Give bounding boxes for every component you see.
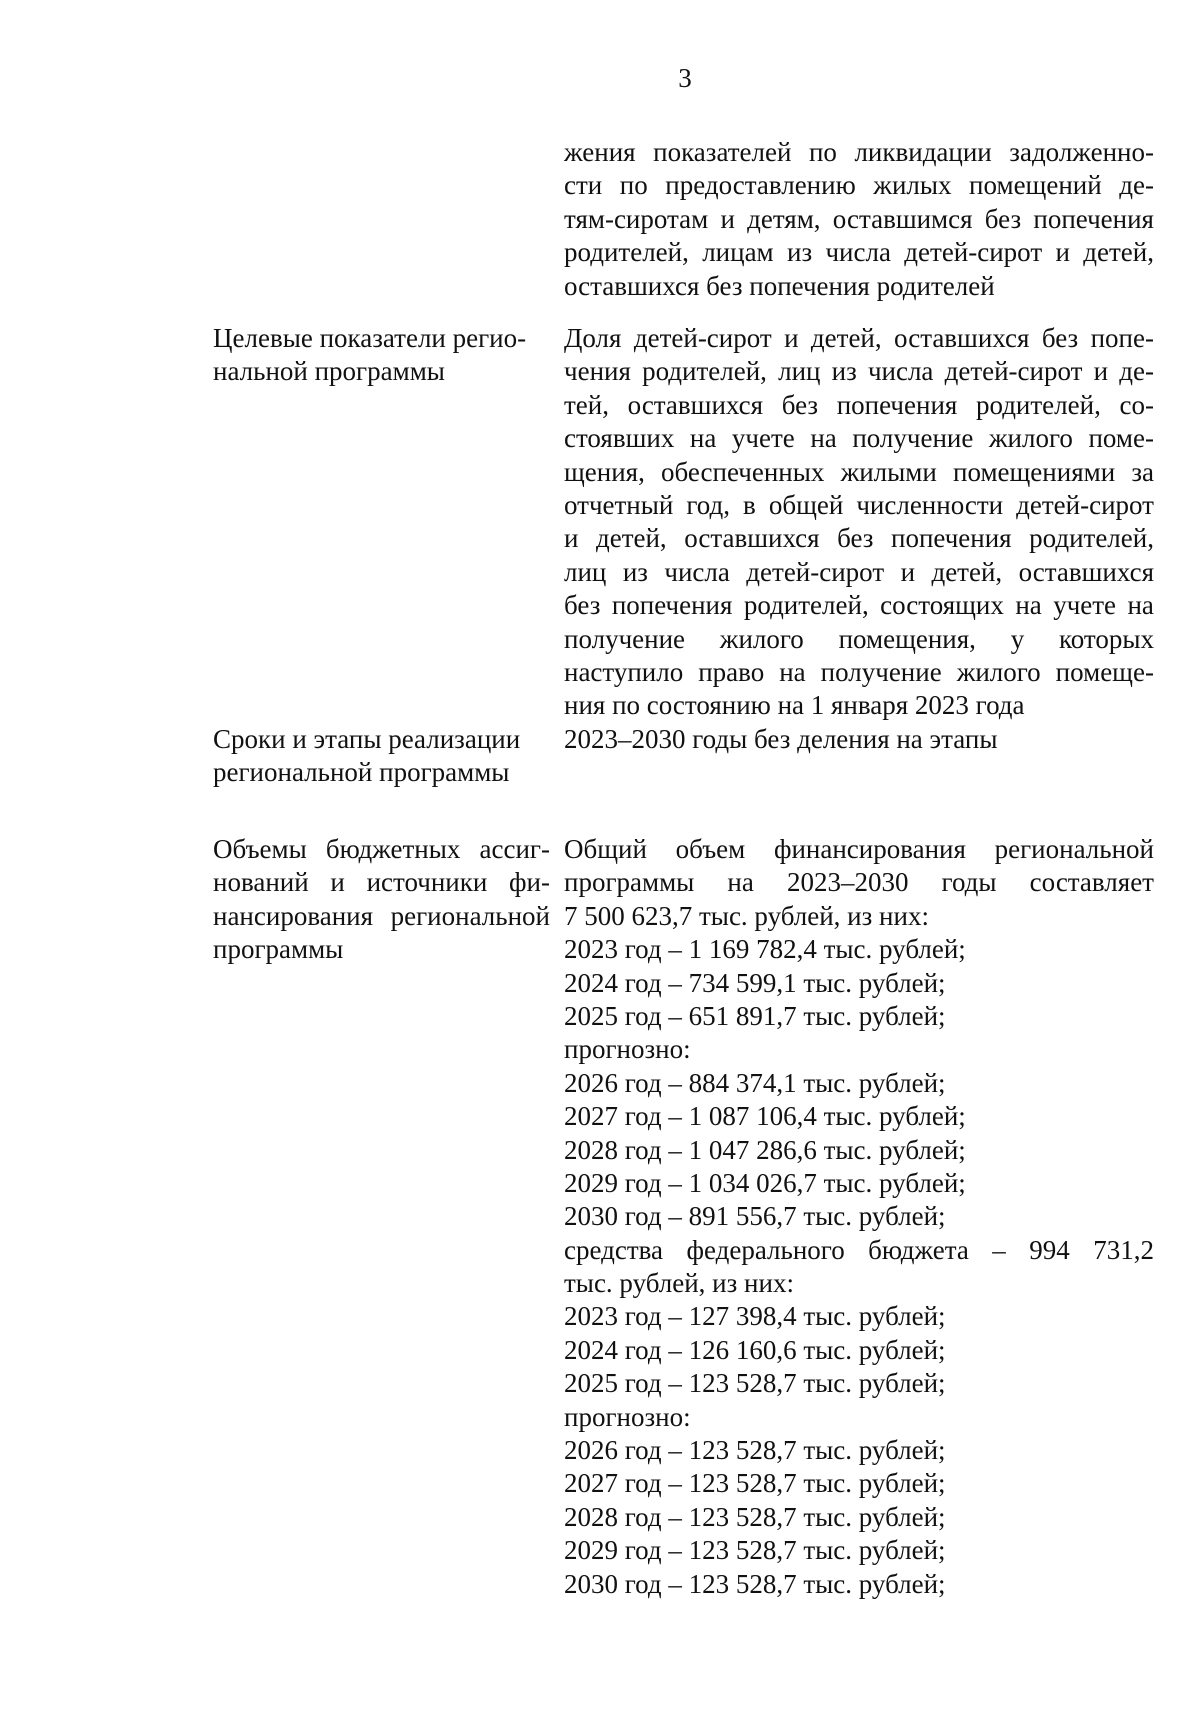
budget-total-forecast-line: 2026 год – 884 374,1 тыс. рублей; — [564, 1067, 946, 1098]
budget-label-line: Объемы бюджетных ассиг- — [213, 834, 550, 864]
continuation-line: родителей, лицам из числа детей-сирот и детей, — [564, 237, 1154, 268]
targets-value-line: тей, оставшихся без попечения родителей, со- — [564, 389, 1154, 420]
budget-value — [564, 833, 1154, 1601]
federal-budget-line: тыс. рублей, из них: — [564, 1268, 794, 1299]
continuation-line: сти по предоставлению жилых помещений де- — [564, 170, 1154, 201]
terms-value-text: 2023–2030 годы без деления на этапы — [564, 724, 998, 754]
budget-intro-line: Общий объем финансирования региональной — [564, 834, 1154, 864]
federal-forecast-line: 2027 год – 123 528,7 тыс. рублей; — [564, 1468, 946, 1499]
targets-value-line: получение жилого помещения, у которых — [564, 623, 1154, 654]
targets-value-line: наступило право на получение жилого помеще- — [564, 656, 1154, 687]
continuation-line: жения показателей по ликвидации задолженно- — [564, 137, 1154, 167]
budget-label-line: нований и источники фи- — [213, 867, 550, 898]
federal-forecast-line: 2026 год – 123 528,7 тыс. рублей; — [564, 1435, 946, 1466]
budget-total-forecast-line: 2027 год – 1 087 106,4 тыс. рублей; — [564, 1101, 966, 1132]
targets-value-line: отчетный год, в общей численности детей-сирот — [564, 489, 1154, 520]
federal-year-line: 2023 год – 127 398,4 тыс. рублей; — [564, 1301, 946, 1332]
federal-forecast-line: 2029 год – 123 528,7 тыс. рублей; — [564, 1535, 946, 1566]
forecast-label: прогнозно: — [564, 1401, 691, 1432]
terms-label-line: Сроки и этапы реализации — [213, 724, 521, 754]
federal-year-line: 2025 год – 123 528,7 тыс. рублей; — [564, 1368, 946, 1399]
targets-value-line: лиц из числа детей-сирот и детей, оставшихся — [564, 556, 1154, 587]
targets-value-line: Доля детей-сирот и детей, оставшихся без попе- — [564, 323, 1154, 353]
budget-total-year-line: 2025 год – 651 891,7 тыс. рублей; — [564, 1000, 946, 1031]
continuation-line: оставшихся без попечения родителей — [564, 270, 995, 301]
budget-total-year-line: 2023 год – 1 169 782,4 тыс. рублей; — [564, 934, 966, 965]
targets-label — [213, 322, 550, 389]
federal-budget-line: средства федерального бюджета – 994 731,2 — [564, 1234, 1154, 1265]
targets-value-line: ния по состоянию на 1 января 2023 года — [564, 690, 1025, 721]
targets-value — [564, 322, 1154, 723]
targets-value-line: стоявших на учете на получение жилого поме- — [564, 423, 1154, 454]
budget-total-forecast-line: 2029 год – 1 034 026,7 тыс. рублей; — [564, 1167, 966, 1198]
budget-label — [213, 833, 550, 967]
budget-total-forecast-line: 2028 год – 1 047 286,6 тыс. рублей; — [564, 1134, 966, 1165]
terms-label — [213, 723, 550, 790]
forecast-label: прогнозно: — [564, 1034, 691, 1065]
budget-label-line: программы — [213, 934, 344, 965]
budget-intro-line: программы на 2023–2030 годы составляет — [564, 867, 1154, 898]
budget-intro-line: 7 500 623,7 тыс. рублей, из них: — [564, 900, 929, 931]
federal-forecast-line: 2028 год – 123 528,7 тыс. рублей; — [564, 1501, 946, 1532]
budget-total-year-line: 2024 год – 734 599,1 тыс. рублей; — [564, 967, 946, 998]
targets-value-line: чения родителей, лиц из числа детей-сирот и де- — [564, 356, 1154, 387]
federal-year-line: 2024 год – 126 160,6 тыс. рублей; — [564, 1334, 946, 1365]
targets-label-line: Целевые показатели регио- — [213, 323, 527, 353]
continuation-line: тям-сиротам и детям, оставшимся без попечения — [564, 203, 1154, 234]
budget-total-forecast-line: 2030 год – 891 556,7 тыс. рублей; — [564, 1201, 946, 1232]
targets-value-line: без попечения родителей, состоящих на учете на — [564, 590, 1154, 621]
targets-value-line: и детей, оставшихся без попечения родителей, — [564, 523, 1154, 554]
terms-value — [564, 723, 1154, 756]
terms-label-line: региональной программы — [213, 757, 510, 788]
page-number: 3 — [678, 63, 692, 93]
continuation-text — [564, 136, 1154, 303]
federal-forecast-line: 2030 год – 123 528,7 тыс. рублей; — [564, 1568, 946, 1599]
targets-value-line: щения, обеспеченных жилыми помещениями за — [564, 456, 1154, 487]
targets-label-line: нальной программы — [213, 356, 445, 387]
budget-label-line: нансирования региональной — [213, 900, 550, 931]
